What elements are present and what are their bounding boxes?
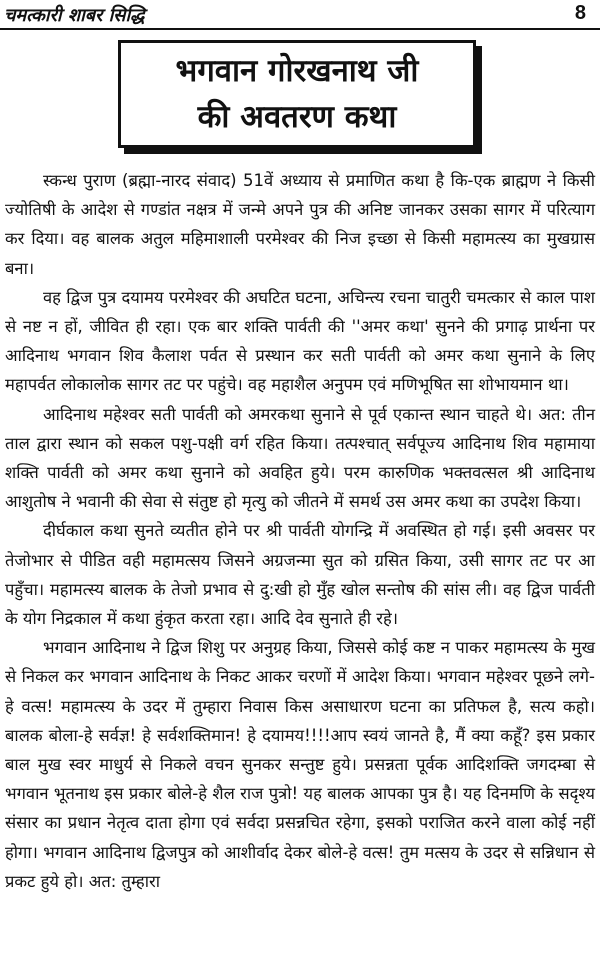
body-text — [5, 166, 595, 896]
paragraph: स्कन्ध पुराण (ब्रह्मा-नारद संवाद) 51वें अध्याय से प्रमाणित कथा है कि-एक ब्राह्मण ने किसी ज्योतिषी के आदेश से गण्डांत नक्षत्र में जन्मे अपने पुत्र की अनिष्ट जानकर उसका सागर में परित्याग कर दिया। वह बालक अतुल महिमाशाली परमेश्वर की निज इच्छा से किसी महामत्स्य का मुखग्रास बना। — [5, 171, 595, 278]
book-title: चमत्कारी शाबर सिद्धि — [4, 5, 145, 26]
chapter-title-line-2: की अवतरण कथा — [197, 99, 397, 135]
chapter-title-line-1: भगवान गोरखनाथ जी — [175, 53, 419, 89]
paragraph: वह द्विज पुत्र दयामय परमेश्वर की अघटित घटना, अचिन्त्य रचना चातुरी चमत्कार से काल पाश से नष्ट न हों, जीवित ही रहा। एक बार शक्ति पार्वती की ''अमर कथा' सुनने की प्रगाढ़ प्रार्थना पर आदिनाथ भगवान शिव कैलाश पर्वत से प्रस्थान कर सती पार्वती को अमर कथा सुनाने के लिए महापर्वत लोकालोक सागर तट पर पहुंचे। वह महाशैल अनुपम एवं मणिभूषित सा शोभायमान था। — [5, 287, 595, 395]
page-header — [0, 0, 600, 28]
paragraph: आदिनाथ महेश्वर सती पार्वती को अमरकथा सुनाने से पूर्व एकान्त स्थान चाहते थे। अत: तीन ताल द्वारा स्थान को सकल पशु-पक्षी वर्ग रहित किया। तत्पश्चात् सर्वपूज्य आदिनाथ शिव महामाया शक्ति पार्वती को अमर कथा सुनाने को अवहित हुये। परम कारुणिक भक्तवत्सल श्री आदिनाथ आशुतोष ने भवानी की सेवा से संतुष्ट हो मृत्यु को जीतने में समर्थ उस अमर कथा का उपदेश किया। — [5, 404, 595, 512]
page-number: 8 — [574, 2, 586, 24]
chapter-title-box — [118, 40, 476, 148]
header-divider — [0, 28, 600, 30]
paragraph: भगवान आदिनाथ ने द्विज शिशु पर अनुग्रह किया, जिससे कोई कष्ट न पाकर महामत्स्य के मुख से निकल कर भगवान आदिनाथ के निकट आकर चरणों में आदेश किया। भगवान महेश्वर पूछने लगे-हे वत्स! महामत्स्य के उदर में तुम्हारा निवास किस असाधारण घटना का प्रतिफल है, सत्य कहो। बालक बोला-हे सर्वज्ञ! हे सर्वशक्तिमान! हे दयामय!!!!आप स्वयं जानते है, मैं क्या कहूँ? इस प्रकार बाल मुख स्वर माधुर्य से निकले वचन सुनकर सन्तुष्ट हुये। प्रसन्नता पूर्वक आदिशक्ति जगदम्बा से भगवान भूतनाथ इस प्रकार बोले-हे शैल राज पुत्रो! यह बालक आपका पुत्र है। यह दिनमणि के सदृश्य संसार का प्रधान नेतृत्व दाता होगा एवं सर्वदा प्रसन्नचित रहेगा, इसको पराजित करने वाला कोई नहीं होगा। भगवान आदिनाथ द्विजपुत्र को आशीर्वाद देकर बोले-हे वत्स! तुम मत्सय के उदर से सन्निधान से प्रकट हुये हो। अत: तुम्हारा — [5, 638, 595, 891]
paragraph: दीर्घकाल कथा सुनते व्यतीत होने पर श्री पार्वती योगन्द्रि में अवस्थित हो गई। इसी अवसर पर तेजोभार से पीडित वही महामत्सय जिसने अग्रजन्मा सुत को ग्रसित किया, उसी सागर तट पर आ पहुँचा। महामत्स्य बालक के तेजो प्रभाव से दु:खी हो मुँह खोल सन्तोष की सांस ली। वह द्विज पार्वती के योग निद्रकाल में कथा हुंकृत करता रहा। आदि देव सुनाते ही रहे। — [5, 521, 595, 629]
